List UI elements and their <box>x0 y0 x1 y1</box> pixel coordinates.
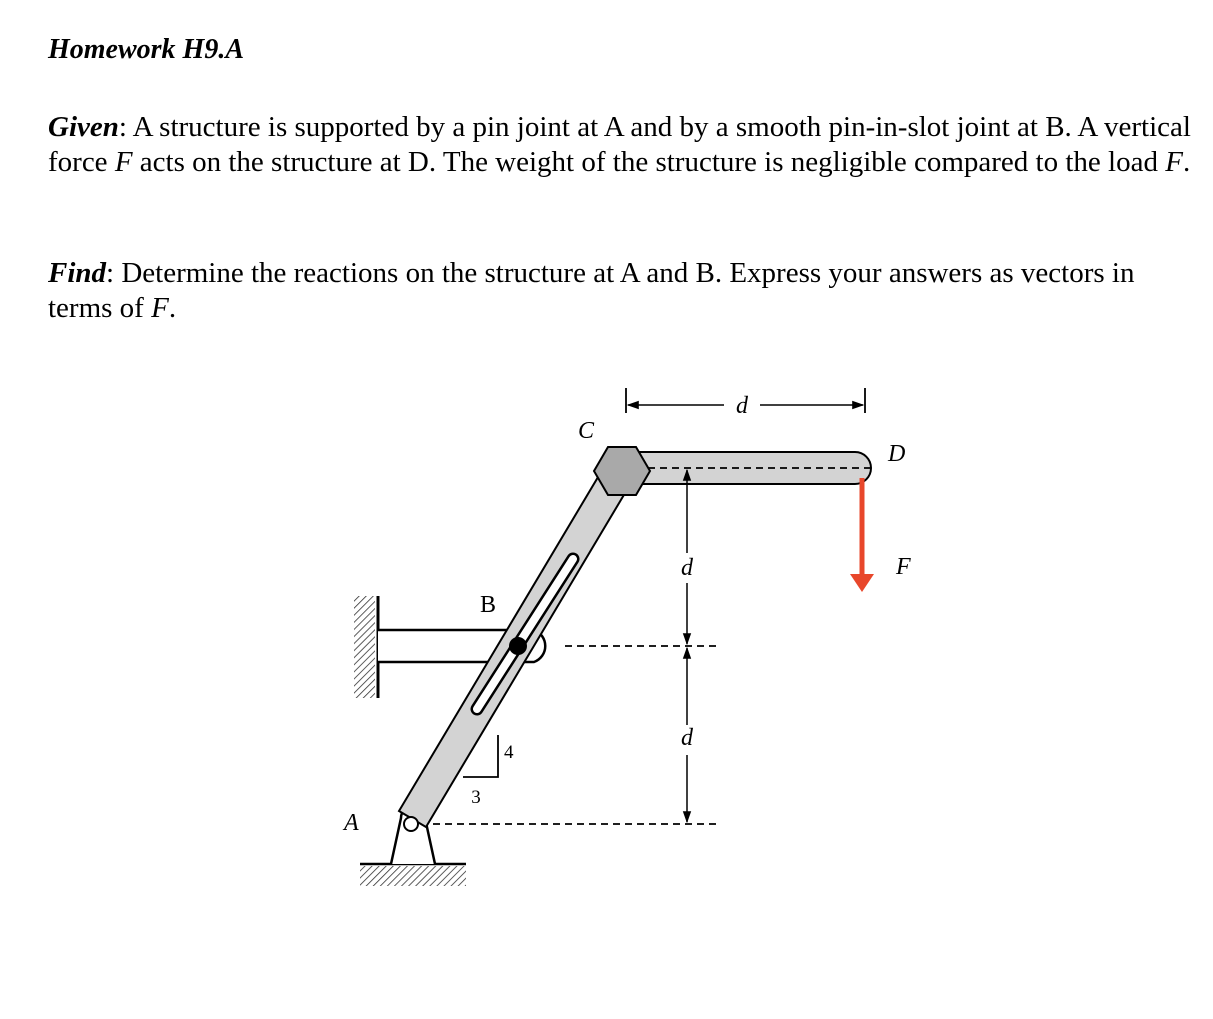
given-text-3: . <box>1182 146 1191 178</box>
label-a: A <box>344 810 359 836</box>
ground-hatching <box>360 866 466 886</box>
slope-run-label: 3 <box>471 787 481 808</box>
label-d: D <box>888 441 906 467</box>
slope-rise-label: 4 <box>504 742 514 763</box>
find-label: Find <box>48 257 107 289</box>
label-c: C <box>578 418 595 444</box>
given-text-2: acts on the structure at D. The weight of the structure is negligible compared to the load <box>132 146 1166 178</box>
find-var-f: F <box>151 292 169 324</box>
find-text-2: . <box>168 292 177 324</box>
label-f: F <box>896 554 911 580</box>
label-b: B <box>480 592 497 618</box>
given-label: Given <box>48 111 119 143</box>
find-text-1: : Determine the reactions on the structure at A and B. Express your answers as vectors in terms of <box>48 257 1135 324</box>
given-var-f2: F <box>1165 146 1183 178</box>
dim-lower-label: d <box>681 725 693 751</box>
page-title: Homework H9.A <box>48 34 245 65</box>
dim-top-label: d <box>736 393 748 419</box>
given-text-1: : A structure is supported by a pin joint at A and by a smooth pin-in-slot joint at B. A vertical force <box>48 111 1191 178</box>
pin-a <box>404 817 418 831</box>
dim-upper-label: d <box>681 555 693 581</box>
force-f-arrowhead <box>850 574 874 592</box>
wall-hatching <box>354 596 375 698</box>
given-var-f1: F <box>114 146 133 178</box>
pin-b <box>509 637 527 655</box>
